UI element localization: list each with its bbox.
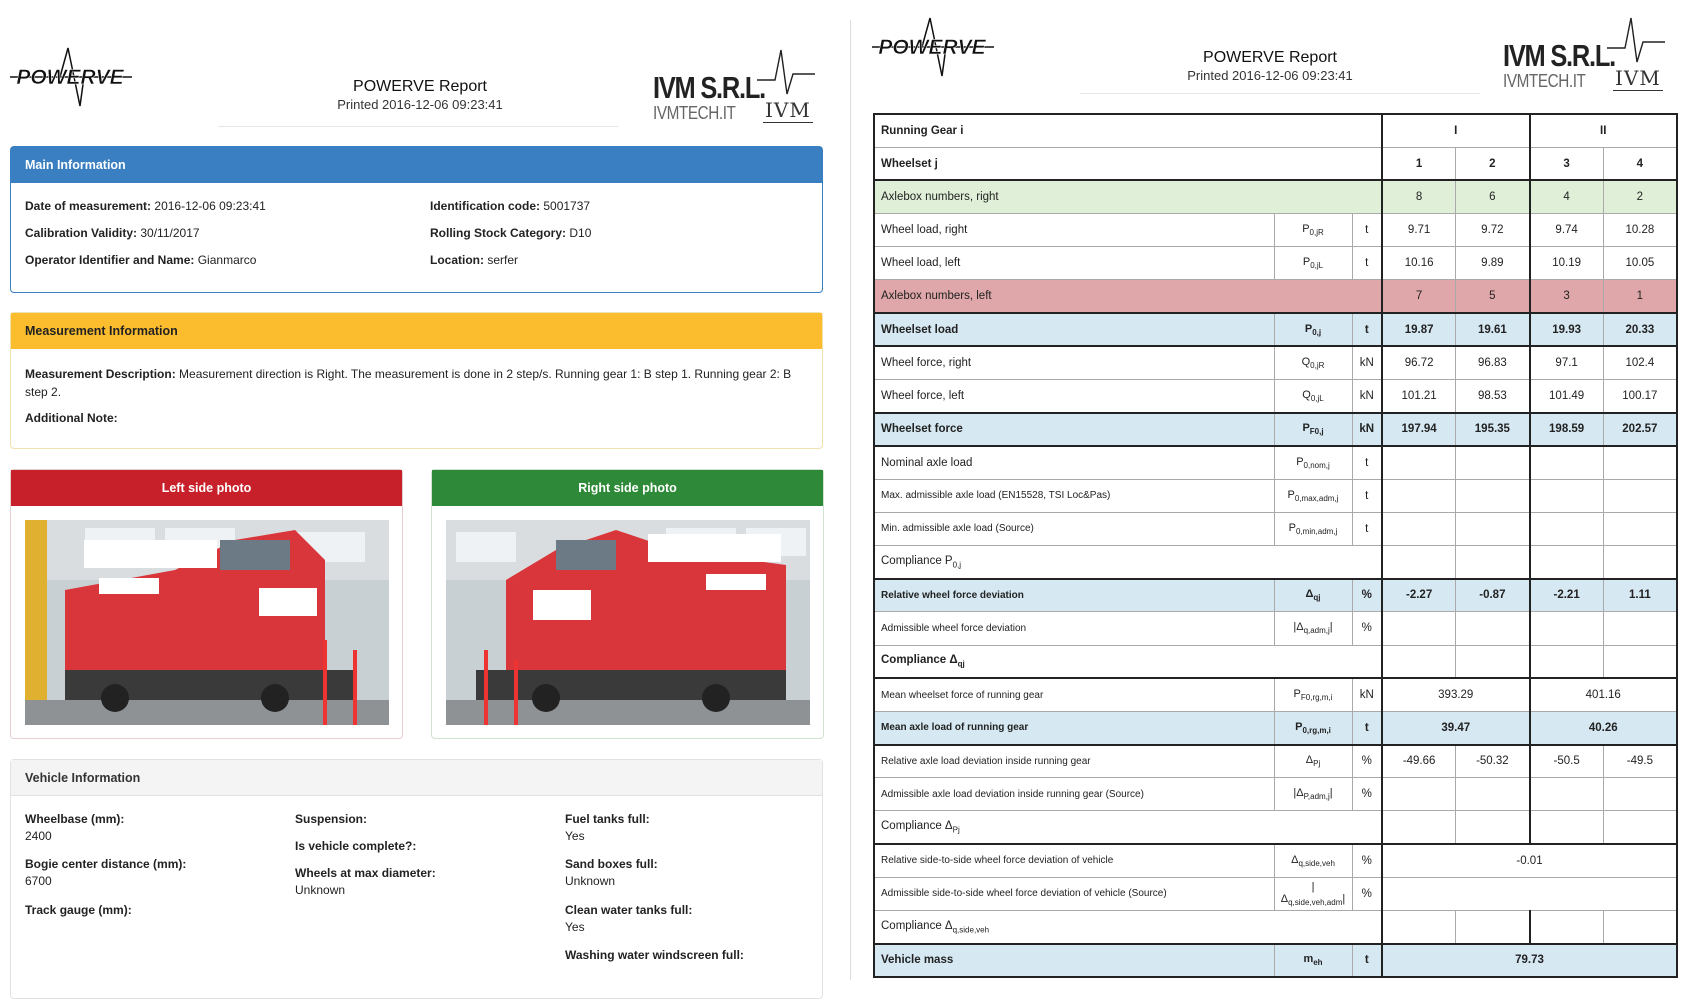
date-of-measurement: Date of measurement: 2016-12-06 09:23:41	[25, 199, 266, 213]
wheelset-1: 1	[1382, 147, 1456, 180]
row-min-axle	[874, 512, 1677, 545]
vi-vehicle-complete: Is vehicle complete?:	[295, 839, 417, 853]
value-ws-3: 4	[1530, 180, 1604, 213]
calibration-validity: Calibration Validity: 30/11/2017	[25, 226, 200, 240]
row-label: Wheel load, right	[874, 214, 1274, 247]
value-rg-1: 393.29	[1382, 678, 1530, 711]
empty-ws-1	[1382, 612, 1456, 645]
vehicle-info-header: Vehicle Information	[11, 760, 822, 796]
row-running-gear	[874, 114, 1677, 147]
symbol-cell: $|\Delta_{P,adm,j}|$	[1274, 778, 1352, 811]
vi-wheelbase: Wheelbase (mm): 2400	[25, 812, 125, 843]
empty-ws-1	[1382, 778, 1456, 811]
symbol-cell: $P_{0,jR}$	[1274, 214, 1352, 247]
value-ws-1: -49.66	[1382, 745, 1456, 778]
empty-ws-1	[1382, 811, 1456, 844]
identification-code: Identification code: 5001737	[430, 199, 591, 213]
value-ws-1: 96.72	[1382, 346, 1456, 379]
symbol-cell: $P_{0,j}$	[1274, 313, 1352, 346]
symbol-cell: $Q_{0,jL}$	[1274, 380, 1352, 413]
value-ws-4: -49.5	[1603, 745, 1677, 778]
additional-note: Additional Note:	[25, 411, 118, 425]
unit-cell: %	[1352, 877, 1382, 910]
value-ws-4: 102.4	[1603, 346, 1677, 379]
row-wheelset-load	[874, 313, 1677, 346]
report-title-right: POWERVE Report	[1203, 49, 1337, 66]
row-label: Relative wheel force deviation	[874, 579, 1274, 612]
row-rel-side	[874, 844, 1677, 877]
row-label: Wheel load, left	[874, 247, 1274, 280]
empty-ws-3	[1530, 479, 1604, 512]
empty-ws-1	[1382, 512, 1456, 545]
value-ws-2: 5	[1456, 280, 1530, 313]
rolling-stock-category: Rolling Stock Category: D10	[430, 226, 592, 240]
empty-ws-3	[1530, 545, 1604, 578]
logo-text: POWERVE	[16, 66, 124, 89]
unit-cell: t	[1352, 944, 1382, 977]
value-ws-2: 195.35	[1456, 413, 1530, 446]
unit-cell: t	[1352, 512, 1382, 545]
row-wheel-load-left	[874, 247, 1677, 280]
value-ws-3: 198.59	[1530, 413, 1604, 446]
value-ws-3: -2.21	[1530, 579, 1604, 612]
symbol-cell: $P_{0,jL}$	[1274, 247, 1352, 280]
empty-ws-2	[1456, 911, 1530, 944]
row-wheel-load-right	[874, 214, 1677, 247]
right-photo-header: Right side photo	[432, 470, 823, 506]
wheelset-label: Wheelset j	[874, 147, 1382, 180]
value-rg-2: 401.16	[1530, 678, 1678, 711]
empty-ws-3	[1530, 911, 1604, 944]
vi-fuel-tanks: Fuel tanks full: Yes	[565, 812, 650, 843]
value-ws-3: 9.74	[1530, 214, 1604, 247]
vi-wheels-max-diameter: Wheels at max diameter: Unknown	[295, 866, 436, 897]
rg-2: II	[1530, 114, 1678, 147]
value-ws-3: 101.49	[1530, 380, 1604, 413]
svg-text:POWERVE: POWERVE	[878, 36, 986, 59]
wheelset-4: 4	[1603, 147, 1677, 180]
vi-washing-water: Washing water windscreen full:	[565, 948, 744, 962]
empty-ws-1	[1382, 446, 1456, 479]
left-side-photo	[25, 520, 389, 725]
row-max-axle	[874, 479, 1677, 512]
operator: Operator Identifier and Name: Gianmarco	[25, 253, 257, 267]
value-ws-4: 1.11	[1603, 579, 1677, 612]
symbol-cell: $\Delta_{q,side,veh}$	[1274, 844, 1352, 877]
symbol-cell: $m_{eh}$	[1274, 944, 1352, 977]
empty-ws-4	[1603, 512, 1677, 545]
value-ws-1: 7	[1382, 280, 1456, 313]
powerve-logo	[10, 44, 135, 108]
value-ws-1: -2.27	[1382, 579, 1456, 612]
empty-ws-1	[1382, 479, 1456, 512]
left-photo-header: Left side photo	[11, 470, 402, 506]
value-rg-2: 40.26	[1530, 711, 1678, 744]
value-ws-2: 19.61	[1456, 313, 1530, 346]
unit-cell: kN	[1352, 413, 1382, 446]
symbol-cell: $P_{0,nom,j}$	[1274, 446, 1352, 479]
row-adm-side	[874, 877, 1677, 910]
row-label: Relative side-to-side wheel force deviation of vehicle	[874, 844, 1274, 877]
value-ws-2: 6	[1456, 180, 1530, 213]
measurement-description: Measurement Description: Measurement direction is Right. The measurement is done in 2 step/s. Running gear 1: B step 1. Running gear 2: B step 2.	[25, 367, 792, 399]
unit-cell: %	[1352, 579, 1382, 612]
value-ws-4: 20.33	[1603, 313, 1677, 346]
empty-ws-2	[1456, 545, 1530, 578]
unit-cell: %	[1352, 778, 1382, 811]
value-ws-1: 197.94	[1382, 413, 1456, 446]
ivm-logo-mark: IVM	[765, 98, 811, 122]
empty-ws-3	[1530, 811, 1604, 844]
row-label: Compliance $P_{0,j}$	[874, 545, 1382, 578]
vi-sand-boxes: Sand boxes full: Unknown	[565, 857, 658, 888]
ivm-logo	[653, 46, 833, 126]
value-ws-1: 10.16	[1382, 247, 1456, 280]
row-label: Axlebox numbers, left	[874, 280, 1382, 313]
symbol-cell: $\Delta_{qj}$	[1274, 579, 1352, 612]
row-label: Mean wheelset force of running gear	[874, 678, 1274, 711]
unit-cell: t	[1352, 479, 1382, 512]
empty-ws-4	[1603, 446, 1677, 479]
row-label: Admissible side-to-side wheel force deviation of vehicle (Source)	[874, 877, 1274, 910]
empty-vehicle	[1382, 877, 1677, 910]
symbol-cell: $P_{0,min,adm,j}$	[1274, 512, 1352, 545]
value-ws-1: 8	[1382, 180, 1456, 213]
powerve-logo-right	[872, 14, 997, 78]
row-wheelset-force	[874, 413, 1677, 446]
row-compliance-p0	[874, 545, 1677, 578]
value-ws-3: -50.5	[1530, 745, 1604, 778]
value-rg-1: 39.47	[1382, 711, 1530, 744]
empty-ws-2	[1456, 645, 1530, 678]
empty-ws-3	[1530, 645, 1604, 678]
value-ws-4: 10.28	[1603, 214, 1677, 247]
unit-cell: t	[1352, 214, 1382, 247]
empty-ws-4	[1603, 612, 1677, 645]
unit-cell: kN	[1352, 346, 1382, 379]
row-wheelset	[874, 147, 1677, 180]
measurement-info-header: Measurement Information	[11, 313, 822, 349]
symbol-cell: $P_{F0,j}$	[1274, 413, 1352, 446]
empty-ws-2	[1456, 811, 1530, 844]
symbol-cell: $|\Delta_{q,adm,j}|$	[1274, 612, 1352, 645]
ivm-logo-right: IVM S.R.L. IVMTECH.IT IVM	[1503, 14, 1683, 94]
empty-ws-4	[1603, 811, 1677, 844]
row-label: Wheelset load	[874, 313, 1274, 346]
main-info-header: Main Information	[11, 147, 822, 183]
row-label: Admissible axle load deviation inside running gear (Source)	[874, 778, 1274, 811]
value-ws-3: 19.93	[1530, 313, 1604, 346]
row-adm-wheel-force	[874, 612, 1677, 645]
row-label: Compliance $\Delta_{qj}$	[874, 645, 1382, 678]
ivm-logo-name: IVM S.R.L.	[653, 70, 765, 105]
row-compliance-side	[874, 911, 1677, 944]
row-label: Compliance $\Delta_{q,side,veh}$	[874, 911, 1382, 944]
main-info-panel	[10, 146, 823, 293]
row-label: Relative axle load deviation inside running gear	[874, 745, 1274, 778]
row-label: Mean axle load of running gear	[874, 711, 1274, 744]
row-nominal-axle	[874, 446, 1677, 479]
value-ws-4: 2	[1603, 180, 1677, 213]
vi-bogie-distance: Bogie center distance (mm): 6700	[25, 857, 187, 888]
symbol-cell: $P_{0,rg,m,i}$	[1274, 711, 1352, 744]
row-label: Admissible wheel force deviation	[874, 612, 1274, 645]
rg-1: I	[1382, 114, 1530, 147]
empty-ws-3	[1530, 612, 1604, 645]
row-label: Wheelset force	[874, 413, 1274, 446]
right-side-photo	[446, 520, 810, 725]
value-ws-1: 9.71	[1382, 214, 1456, 247]
row-adm-axle-dev	[874, 778, 1677, 811]
value-ws-2: 9.89	[1456, 247, 1530, 280]
symbol-cell: $P_{0,max,adm,j}$	[1274, 479, 1352, 512]
value-ws-3: 3	[1530, 280, 1604, 313]
row-axlebox-left	[874, 280, 1677, 313]
symbol-cell: $\Delta_{Pj}$	[1274, 745, 1352, 778]
row-label: Compliance $\Delta_{Pj}$	[874, 811, 1382, 844]
row-mean-axle-load	[874, 711, 1677, 744]
value-ws-4: 1	[1603, 280, 1677, 313]
unit-cell: t	[1352, 711, 1382, 744]
running-gear-label: Running Gear i	[874, 114, 1382, 147]
row-wheel-force-left	[874, 380, 1677, 413]
measurement-results-table	[873, 113, 1678, 978]
symbol-cell: $P_{F0,rg,m,i}$	[1274, 678, 1352, 711]
row-label: Max. admissible axle load (EN15528, TSI Loc&Pas)	[874, 479, 1274, 512]
empty-ws-4	[1603, 545, 1677, 578]
unit-cell: kN	[1352, 678, 1382, 711]
unit-cell: t	[1352, 247, 1382, 280]
row-label: Vehicle mass	[874, 944, 1274, 977]
unit-cell: t	[1352, 313, 1382, 346]
value-ws-3: 10.19	[1530, 247, 1604, 280]
symbol-cell: $Q_{0,jR}$	[1274, 346, 1352, 379]
row-axlebox-right	[874, 180, 1677, 213]
vi-suspension: Suspension:	[295, 812, 368, 826]
value-ws-4: 202.57	[1603, 413, 1677, 446]
unit-cell: kN	[1352, 380, 1382, 413]
row-mean-wheelset-force	[874, 678, 1677, 711]
report-title: POWERVE Report	[353, 78, 487, 95]
value-ws-2: -0.87	[1456, 579, 1530, 612]
wheelset-2: 2	[1456, 147, 1530, 180]
value-ws-2: 96.83	[1456, 346, 1530, 379]
value-ws-2: -50.32	[1456, 745, 1530, 778]
value-ws-2: 9.72	[1456, 214, 1530, 247]
report-printed-right: Printed 2016-12-06 09:23:41	[1187, 68, 1353, 83]
empty-ws-2	[1456, 512, 1530, 545]
empty-ws-3	[1530, 778, 1604, 811]
value-ws-4: 100.17	[1603, 380, 1677, 413]
empty-ws-3	[1530, 446, 1604, 479]
empty-ws-2	[1456, 612, 1530, 645]
value-ws-2: 98.53	[1456, 380, 1530, 413]
row-label: Wheel force, left	[874, 380, 1274, 413]
row-compliance-dq	[874, 645, 1677, 678]
value-ws-3: 97.1	[1530, 346, 1604, 379]
empty-ws-1	[1382, 545, 1456, 578]
unit-cell: %	[1352, 844, 1382, 877]
row-label: Wheel force, right	[874, 346, 1274, 379]
row-label: Nominal axle load	[874, 446, 1274, 479]
value-ws-1: 101.21	[1382, 380, 1456, 413]
empty-ws-1	[1382, 911, 1456, 944]
symbol-cell: $|\Delta_{q,side,veh,adm}|$	[1274, 877, 1352, 910]
report-printed: Printed 2016-12-06 09:23:41	[337, 97, 503, 112]
value-ws-1: 19.87	[1382, 313, 1456, 346]
empty-ws-2	[1456, 479, 1530, 512]
value-vehicle: -0.01	[1382, 844, 1677, 877]
empty-ws-3	[1530, 512, 1604, 545]
value-ws-4: 10.05	[1603, 247, 1677, 280]
ivm-logo-site: IVMTECH.IT	[653, 103, 736, 123]
value-vehicle: 79.73	[1382, 944, 1677, 977]
row-rel-axle-dev	[874, 745, 1677, 778]
location: Location: serfer	[430, 253, 519, 267]
row-compliance-dp	[874, 811, 1677, 844]
wheelset-3: 3	[1530, 147, 1604, 180]
empty-ws-4	[1603, 778, 1677, 811]
row-vehicle-mass	[874, 944, 1677, 977]
empty-ws-4	[1603, 479, 1677, 512]
unit-cell: %	[1352, 745, 1382, 778]
empty-ws-1	[1382, 645, 1456, 678]
empty-ws-2	[1456, 778, 1530, 811]
empty-ws-4	[1603, 645, 1677, 678]
row-label: Axlebox numbers, right	[874, 180, 1382, 213]
empty-ws-4	[1603, 911, 1677, 944]
unit-cell: t	[1352, 446, 1382, 479]
row-rel-wheel-force	[874, 579, 1677, 612]
report-page-left	[0, 0, 840, 993]
unit-cell: %	[1352, 612, 1382, 645]
empty-ws-2	[1456, 446, 1530, 479]
row-wheel-force-right	[874, 346, 1677, 379]
vi-clean-water: Clean water tanks full: Yes	[565, 903, 693, 934]
vi-track-gauge: Track gauge (mm):	[25, 903, 132, 917]
row-label: Min. admissible axle load (Source)	[874, 512, 1274, 545]
